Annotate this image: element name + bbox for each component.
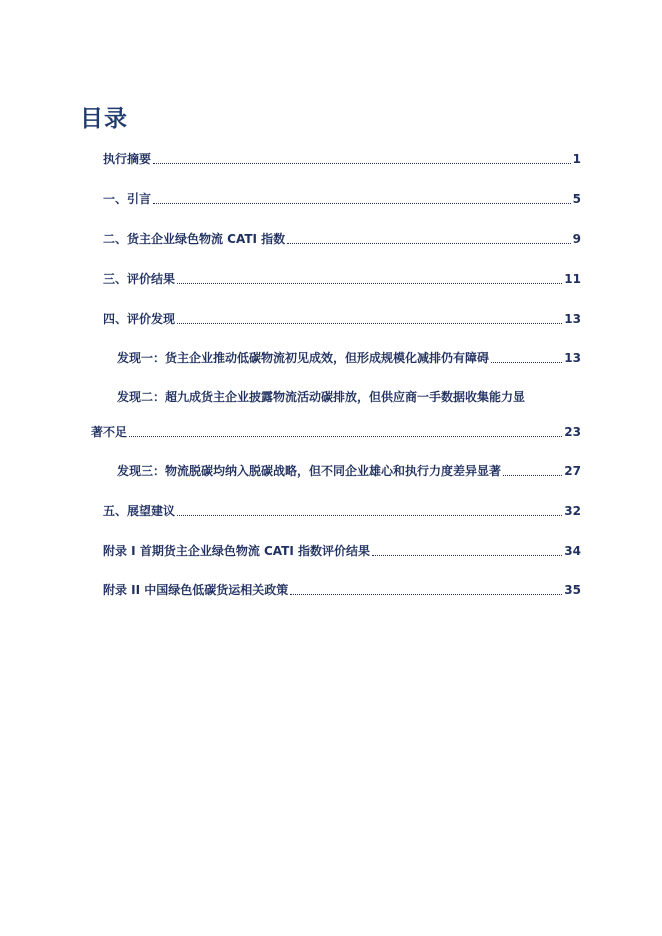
leader-dots [153, 202, 571, 204]
toc-entry-finding-2[interactable] [91, 423, 581, 440]
toc-entry-page: 34 [564, 544, 581, 558]
toc-entry-appendix-1[interactable] [103, 542, 581, 559]
toc-entry-label: 附录 II 中国绿色低碳货运相关政策 [103, 583, 289, 597]
leader-dots [177, 514, 562, 516]
toc-entry-label: 一、引言 [103, 192, 152, 206]
toc-entry-label: 附录 I 首期货主企业绿色物流 CATI 指数评价结果 [103, 544, 370, 558]
leader-dots [491, 361, 562, 363]
toc-entry-page: 13 [564, 312, 581, 326]
leader-dots [290, 593, 562, 595]
toc-entry-page: 27 [564, 464, 581, 478]
toc-entry-label: 发现一：货主企业推动低碳物流初见成效，但形成规模化减排仍有障碍 [117, 351, 490, 365]
leader-dots [153, 162, 571, 164]
leader-dots [503, 474, 562, 476]
toc-entry-label: 四、评价发现 [103, 312, 176, 326]
toc-entry-page: 9 [572, 232, 581, 246]
leader-dots [372, 554, 562, 556]
toc-entry-label: 执行摘要 [103, 152, 152, 166]
toc-entry-page: 13 [564, 351, 581, 365]
toc-entry-introduction[interactable] [103, 190, 581, 207]
toc-entry-page: 5 [572, 192, 581, 206]
toc-title: 目录 [80, 106, 128, 132]
toc-entry-outlook[interactable] [103, 502, 581, 519]
leader-dots [287, 242, 570, 244]
toc-entry-page: 11 [564, 272, 581, 286]
toc-entry-label: 二、货主企业绿色物流 CATI 指数 [103, 232, 286, 246]
toc-entry-label: 五、展望建议 [103, 504, 176, 518]
toc-entry-page: 32 [564, 504, 581, 518]
toc-entry-finding-3[interactable] [117, 462, 581, 479]
toc-entry-cati-index[interactable] [103, 230, 581, 247]
leader-dots [177, 322, 562, 324]
toc-entry-finding-2-line1[interactable]: 发现二：超九成货主企业披露物流活动碳排放，但供应商一手数据收集能力显 [117, 390, 526, 404]
toc-entry-label: 著不足 [91, 425, 128, 439]
toc-entry-finding-1[interactable] [117, 349, 581, 366]
toc-entry-label: 三、评价结果 [103, 272, 176, 286]
toc-entry-page: 23 [564, 425, 581, 439]
toc-entry-findings[interactable] [103, 310, 581, 327]
leader-dots [129, 435, 562, 437]
toc-entry-page: 35 [564, 583, 581, 597]
toc-entry-results[interactable] [103, 270, 581, 287]
toc-entry-summary[interactable] [103, 150, 581, 167]
leader-dots [177, 282, 562, 284]
toc-entry-label: 发现三：物流脱碳均纳入脱碳战略，但不同企业雄心和执行力度差异显著 [117, 464, 502, 478]
toc-entry-appendix-2[interactable] [103, 581, 581, 598]
toc-entry-page: 1 [572, 152, 581, 166]
